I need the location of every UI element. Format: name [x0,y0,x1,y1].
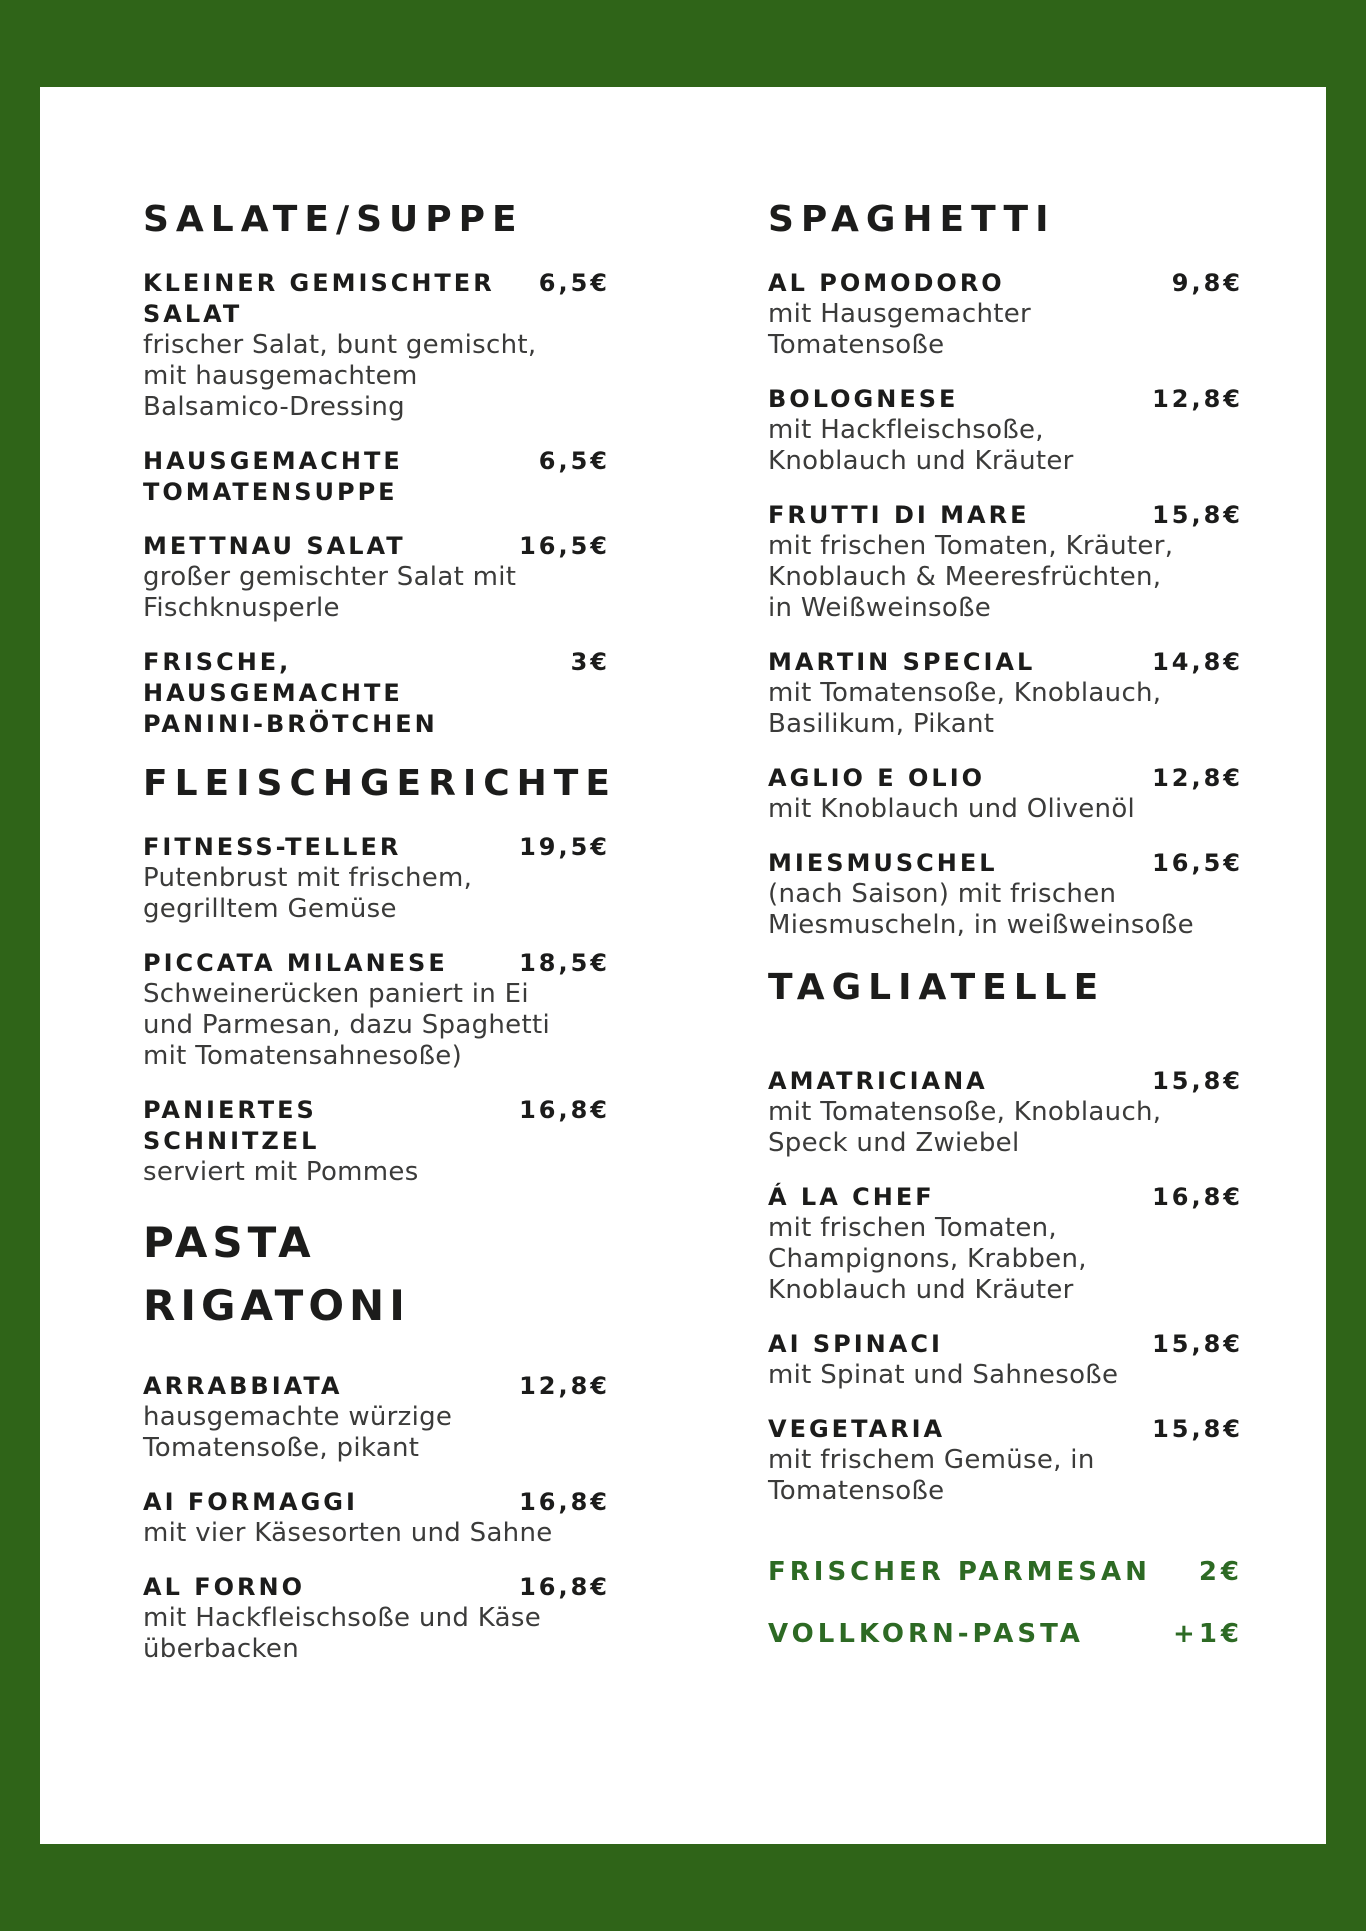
item-description [768,1360,1243,1391]
item-price: 15,8€ [1152,1067,1243,1095]
section-title [768,967,1243,1008]
menu-item [768,268,1243,361]
item-title-line: AI FORMAGGI [143,1488,358,1516]
item-title [768,1329,943,1360]
item-description-line: mit Knoblauch und Olivenöl [768,794,1136,824]
section-title-line: TAGLIATELLE [768,967,1106,1008]
item-description-line: überbacken [143,1634,300,1664]
menu-item [143,446,610,508]
item-title-line: SALAT [143,300,243,328]
item-description [768,879,1243,941]
menu-extra [768,1557,1243,1588]
item-description-line: mit Tomatensahnesoße) [143,1041,463,1071]
section-title [143,1211,610,1337]
item-description [768,415,1243,477]
item-description-line: Schweinerücken paniert in Ei [143,979,529,1009]
menu-item-header [768,500,1243,531]
item-title [768,647,1035,678]
item-title-line: HAUSGEMACHTE [143,679,403,707]
item-price: 12,8€ [1152,764,1243,792]
menu-item-header [768,763,1243,794]
item-description-line: gegrilltem Gemüse [143,894,397,924]
item-price: 12,8€ [519,1372,610,1400]
item-price: 6,5€ [538,269,610,297]
item-description-line: mit frischen Tomaten, Kräuter, [768,531,1174,561]
item-description-line: mit Tomatensoße, Knoblauch, [768,1097,1162,1127]
item-description [768,1445,1243,1507]
item-price: 15,8€ [1152,1415,1243,1443]
menu-item-header [768,1182,1243,1213]
section-title [143,199,610,240]
menu-item-header [143,1487,610,1518]
item-description-line: serviert mit Pommes [143,1157,419,1187]
section-title-line: FLEISCHGERICHTE [143,763,617,804]
menu-item-header [768,268,1243,299]
item-title-line: METTNAU SALAT [143,532,406,560]
item-price: 16,5€ [519,532,610,560]
section-title-line: SALATE/SUPPE [143,199,524,240]
item-description-line: mit vier Käsesorten und Sahne [143,1518,553,1548]
menu-item [143,1572,610,1665]
menu-paper [40,87,1326,1844]
item-title [143,531,406,562]
item-description-line: mit Hackfleischsoße und Käse [143,1603,542,1633]
item-price: 6,5€ [538,447,610,475]
item-description [143,1518,610,1549]
section-title [143,763,617,804]
menu-item [768,1066,1243,1159]
menu-item-header [768,647,1243,678]
item-description [143,1402,610,1464]
item-description-line: Champignons, Krabben, [768,1244,1087,1274]
item-title [143,1095,319,1157]
item-price: 16,8€ [519,1573,610,1601]
menu-item-header [143,948,610,979]
item-title-line: AL POMODORO [768,269,1005,297]
item-description-line: mit Hackfleischsoße, [768,415,1044,445]
menu-item [768,848,1243,941]
item-description-line: Knoblauch und Kräuter [768,1275,1074,1305]
menu-item [143,832,610,925]
item-description [768,1097,1243,1159]
menu-item [768,1329,1243,1391]
menu-item [768,1182,1243,1306]
menu-item-header [143,268,610,330]
menu-item [768,763,1243,825]
item-description-line: Basilikum, Pikant [768,709,995,739]
item-title-line: ARRABBIATA [143,1372,343,1400]
extra-price: 2€ [1198,1557,1243,1587]
item-description-line: (nach Saison) mit frischen [768,879,1117,909]
item-title-line: FRISCHE, [143,648,292,676]
item-price: 16,8€ [519,1096,610,1124]
item-description-line: mit frischen Tomaten, [768,1213,1057,1243]
item-description-line: mit frischem Gemüse, in [768,1445,1095,1475]
item-title [143,1572,305,1603]
item-description [143,1603,610,1665]
item-description-line: mit hausgemachtem [143,361,418,391]
item-description-line: und Parmesan, dazu Spaghetti [143,1010,550,1040]
item-description [768,794,1243,825]
menu-item-header [768,1066,1243,1097]
item-title-line: AGLIO E OLIO [768,764,986,792]
item-price: 16,5€ [1152,849,1243,877]
menu-item [143,948,610,1072]
item-price: 3€ [570,648,610,676]
item-title [768,1066,988,1097]
item-description-line: Knoblauch und Kräuter [768,446,1074,476]
item-title [768,384,958,415]
section-title-line: SPAGHETTI [768,199,1056,240]
item-title-line: MARTIN SPECIAL [768,648,1036,676]
item-price: 19,5€ [519,833,610,861]
item-description-line: hausgemachte würzige [143,1402,453,1432]
menu-extra [768,1619,1243,1650]
item-title-line: FITNESS-TELLER [143,833,402,861]
item-title-line: SCHNITZEL [143,1127,320,1155]
section-title-line: RIGATONI [143,1281,410,1330]
item-description-line: mit Tomatensoße, Knoblauch, [768,678,1162,708]
item-description [143,330,610,423]
item-description-line: großer gemischter Salat mit [143,562,517,592]
item-price: 16,8€ [1152,1183,1243,1211]
item-description-line: Speck und Zwiebel [768,1128,1020,1158]
item-title-line: HAUSGEMACHTE [143,447,403,475]
item-price: 15,8€ [1152,501,1243,529]
menu-item-header [143,832,610,863]
extra-price: +1€ [1173,1619,1243,1649]
item-description [768,299,1243,361]
item-title-line: AMATRICIANA [768,1067,988,1095]
menu-item-header [143,446,610,508]
item-title [143,647,438,740]
menu-item-header [143,1572,610,1603]
menu-item-header [143,1371,610,1402]
item-title-line: Á LA CHEF [768,1183,935,1211]
item-title [143,948,448,979]
item-title [143,832,401,863]
item-description [768,1213,1243,1306]
item-description-line: mit Hausgemachter [768,299,1032,329]
item-price: 18,5€ [519,949,610,977]
item-title [768,500,1029,531]
item-description [768,678,1243,740]
item-description [143,1157,610,1188]
item-description-line: Balsamico-Dressing [143,392,405,422]
item-title-line: AL FORNO [143,1573,305,1601]
item-title-line: FRUTTI DI MARE [768,501,1030,529]
item-title-line: TOMATENSUPPE [143,478,398,506]
item-price: 14,8€ [1152,648,1243,676]
menu-item-header [143,531,610,562]
item-title [143,1371,342,1402]
item-price: 12,8€ [1152,385,1243,413]
item-description-line: frischer Salat, bunt gemischt, [143,330,537,360]
item-description-line: Putenbrust mit frischem, [143,863,473,893]
item-title [768,1414,945,1445]
item-title [768,268,1005,299]
item-title-line: VEGETARIA [768,1415,946,1443]
item-title [768,848,998,879]
item-title-line: KLEINER GEMISCHTER [143,269,495,297]
item-description-line: Knoblauch & Meeresfrüchten, [768,562,1162,592]
menu-item [768,647,1243,740]
item-title [143,1487,358,1518]
menu-item [143,268,610,423]
item-description [768,531,1243,624]
item-price: 16,8€ [519,1488,610,1516]
extra-label: VOLLKORN-PASTA [768,1619,1084,1649]
item-title-line: AI SPINACI [768,1330,943,1358]
extra-label: FRISCHER PARMESAN [768,1557,1151,1587]
item-price: 9,8€ [1171,269,1243,297]
menu-item-header [768,384,1243,415]
item-title [768,763,985,794]
menu-item [768,500,1243,624]
item-description-line: Miesmuscheln, in weißweinsoße [768,910,1194,940]
section-title-line: PASTA [143,1218,316,1267]
item-description [143,863,610,925]
menu-item [143,1095,610,1188]
menu-column-left [143,199,617,1844]
item-title [768,1182,935,1213]
menu-column-right [768,199,1243,1844]
menu-item-header [143,1095,610,1157]
item-description-line: Tomatensoße [768,330,945,360]
menu-item [143,531,610,624]
menu-item [143,647,610,740]
menu-item [768,384,1243,477]
item-price: 15,8€ [1152,1330,1243,1358]
item-description [143,979,610,1072]
item-title-line: BOLOGNESE [768,385,959,413]
item-description-line: Fischknusperle [143,593,340,623]
menu-item-header [143,647,610,740]
item-title-line: PANINI-BRÖTCHEN [143,710,438,738]
item-description-line: mit Spinat und Sahnesoße [768,1360,1119,1390]
menu-item-header [768,1329,1243,1360]
item-title-line: PANIERTES [143,1096,317,1124]
item-description [143,562,610,624]
item-title-line: MIESMUSCHEL [768,849,998,877]
item-title-line: PICCATA MILANESE [143,949,448,977]
menu-item [768,1414,1243,1507]
item-description-line: in Weißweinsoße [768,593,992,623]
item-description-line: Tomatensoße [768,1476,945,1506]
menu-item [143,1487,610,1549]
menu-item-header [768,848,1243,879]
menu-item-header [768,1414,1243,1445]
item-title [143,446,403,508]
section-title [768,199,1243,240]
item-description-line: Tomatensoße, pikant [143,1433,420,1463]
menu-item [143,1371,610,1464]
item-title [143,268,495,330]
